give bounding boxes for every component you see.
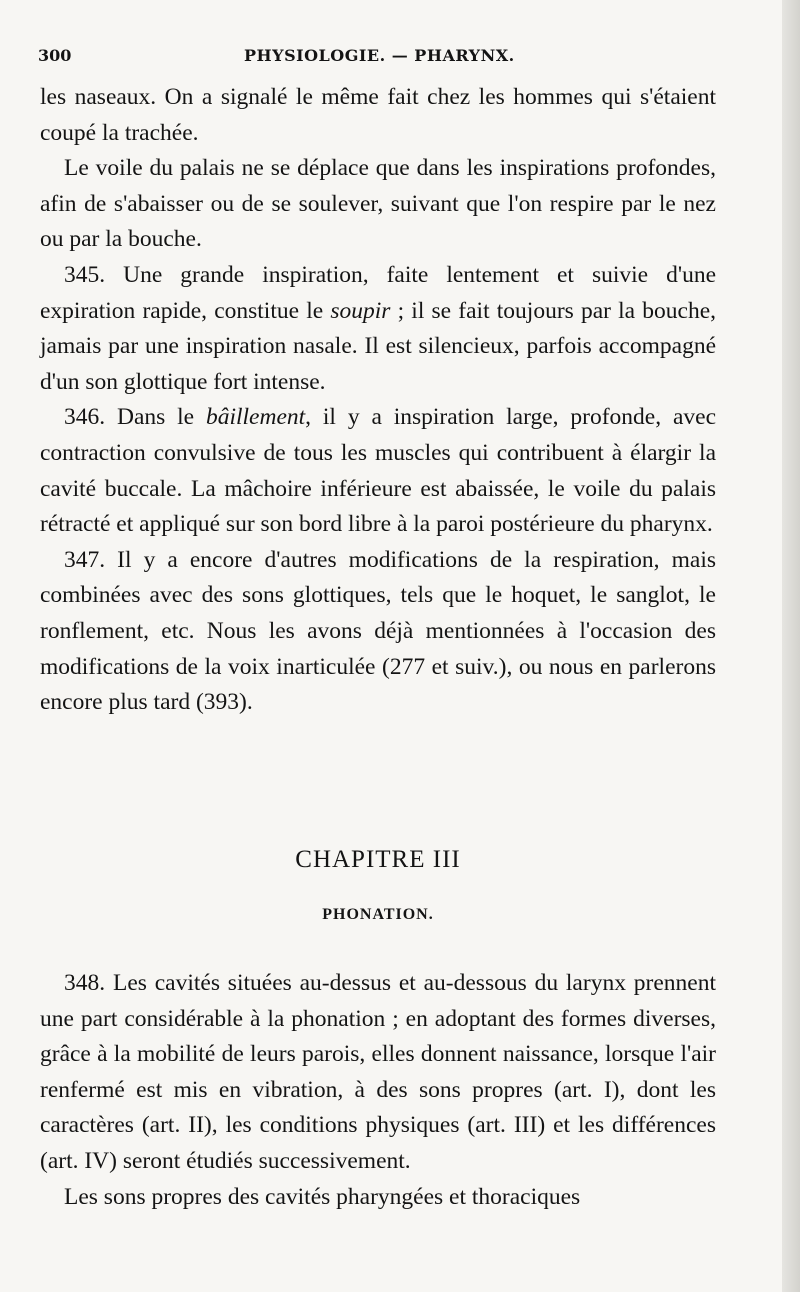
paragraph-text: , il y a inspiration large, profonde, avec contraction convulsive de tous les muscles qui contribuent à élargir la cavité buccale. La mâchoire inférieure est abaissée, le voile du palais rétracté et appliqué sur son bord libre à la paroi postérieure du pharynx. [40,404,716,538]
paragraph-number: 345. [64,261,106,288]
page-header [38,44,728,72]
chapter-subtitle: PHONATION. [322,906,434,923]
paragraph-voile-du-palais: Le voile du palais ne se déplace que dans les inspirations profondes, afin de s'abaisser ou de se soulever, suivant que l'on respire par le nez ou par la bouche. [40,155,716,253]
emphasis-term: bâillement [205,404,306,431]
paragraph-number: 347. [64,546,106,573]
paragraph-345 [40,258,716,400]
paragraph-text: ; il se fait toujours par la bouche, jamais par une inspiration nasale. Il est silencieux, parfois accompagné d'un son glottique fort intense. [40,297,716,395]
paragraph-number: 348. [64,970,106,996]
paragraph-text: Il y a encore d'autres modifications de la respiration, mais combinées avec des sons glottiques, tels que le hoquet, le sanglot, le ronflement, etc. Nous les avons déjà mentionnées à l'occasion des modifications de la voix inarticulée (277 et suiv.), ou nous en parlerons encore plus tard (393). [40,546,716,716]
paragraph-text: Une grande inspiration, faite lentement et suivie d'une expiration rapide, constitue le [40,261,716,324]
paragraph-number: 346. [64,404,106,431]
paragraph-text: Dans le [105,404,206,431]
paragraph-346 [40,400,716,542]
emphasis-term: soupir [330,297,391,324]
page-edge-shadow [782,0,800,1292]
running-title: PHYSIOLOGIE. — PHARYNX. [244,46,515,65]
paragraph-347 [40,543,716,721]
top-text-block [40,80,716,721]
page-number: 300 [38,46,72,65]
paragraph-text: Les cavités situées au-dessus et au-dessous du larynx prennent une part considérable à la phonation ; en adoptant des formes diverses, grâce à la mobilité de leurs parois, elles donnent naissance, lorsque l'air renfermé est mis en vibration, à des sons propres (art. I), dont les caractères (art. II), les conditions physiques (art. III) et les différences (art. IV) seront étudiés successivement. [40,970,716,1174]
paragraph-sons-propres: Les sons propres des cavités pharyngées et thoraciques [64,1183,581,1210]
paragraph-348 [40,966,716,1180]
bottom-text-block [40,966,716,1215]
paragraph-continuation: les naseaux. On a signalé le même fait chez les hommes qui s'étaient coupé la trachée. [40,84,716,146]
chapter-title: CHAPITRE III [295,846,461,873]
